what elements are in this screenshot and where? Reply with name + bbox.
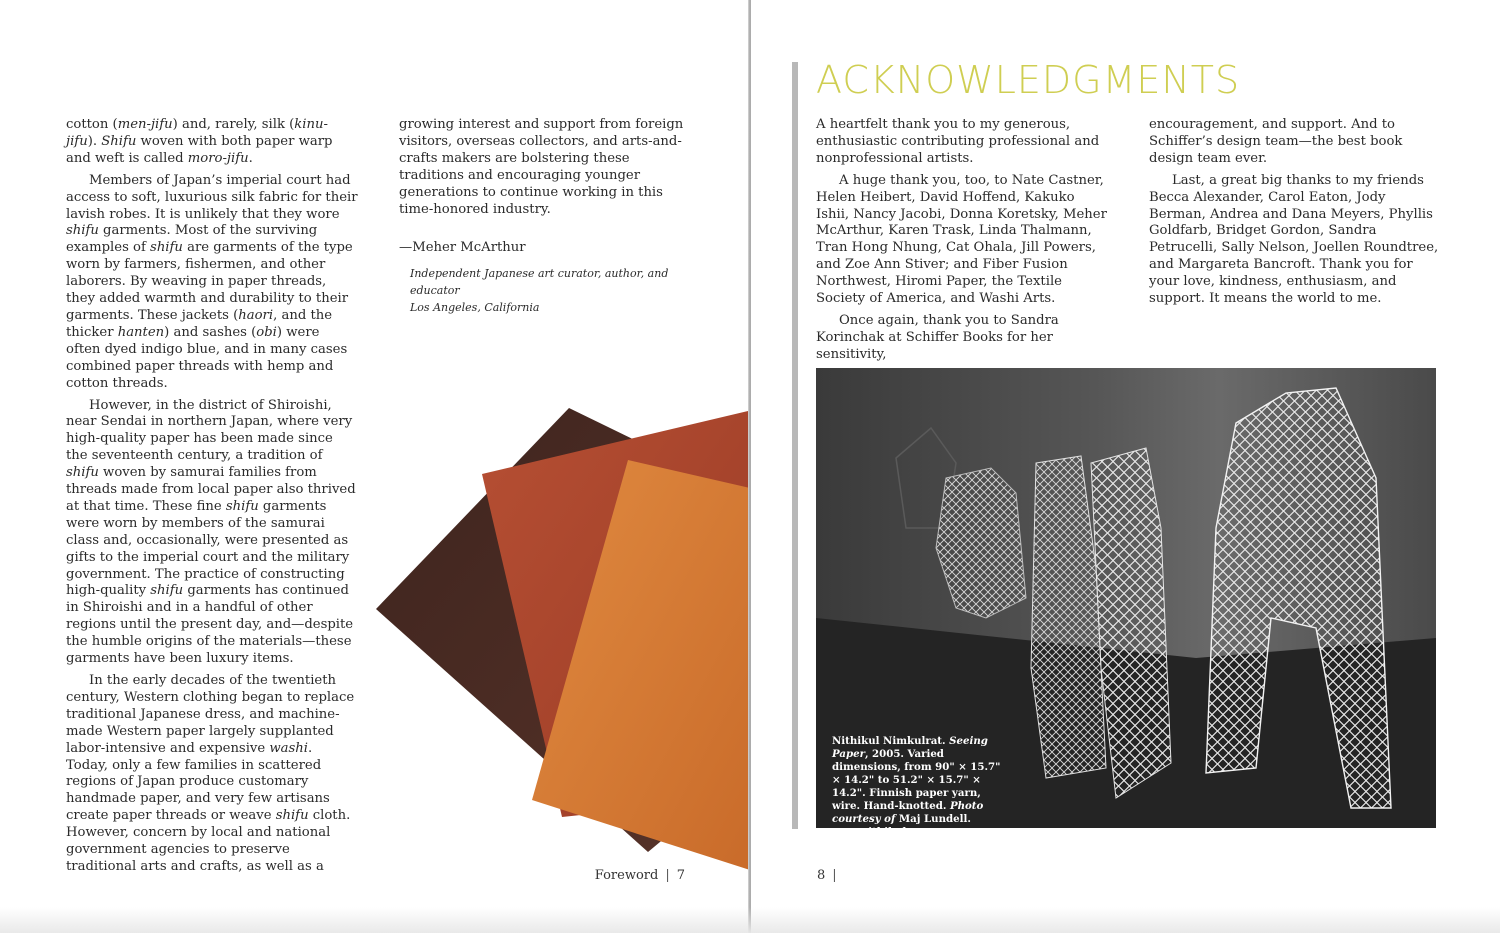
paragraph: Members of Japan’s imperial court had access to soft, luxurious silk fabric for their lavish robes. It is unlikely that they wore shifu garments. Most of the surviving examples of shifu are garments of the type worn by farmers, fishermen, and other laborers. By weaving in paper threads, they added warmth and durability to their garments. These jackets (haori, and the thicker hanten) and sashes (obi) were often dyed indigo blue, and in many cases combined paper threads with hemp and cotton threads. bbox=[66, 172, 358, 391]
photo-caption: Nithikul Nimkulrat. Seeing Paper, 2005. Varied dimensions, from 90" × 15.7" × 14.2" to 51.2" × 15.7" × 14.2". Finnish paper yarn, wire. Hand-knotted. Photo courtesy of Maj Lundell. www.nithikul.com bbox=[832, 735, 1001, 838]
paragraph: cotton (men-jifu) and, rarely, silk (kinu-jifu). Shifu woven with both paper warp and weft is called moro-jifu. bbox=[66, 117, 333, 166]
page-folio-right: 8 | bbox=[817, 868, 837, 883]
left-text-column-2 bbox=[399, 117, 689, 316]
left-text-column-1 bbox=[66, 117, 358, 881]
acknowledgments-heading: ACKNOWLEDGMENTS bbox=[816, 58, 1241, 102]
paragraph: A heartfelt thank you to my generous, enthusiastic contributing professional and nonprofessional artists. bbox=[816, 117, 1100, 166]
paragraph: A huge thank you, too, to Nate Castner, Helen Heibert, David Hoffend, Kakuko Ishii, Nancy Jacobi, Donna Koretsky, Meher McArthur, Karen Trask, Linda Thalmann, Tran Hong Nhung, Cat Ohala, Jill Powers, and Zoe Ann Stiver; and Fiber Fusion Northwest, Hiromi Paper, the Textile Society of America, and Washi Arts. bbox=[816, 172, 1107, 307]
signature-role: Independent Japanese art curator, author, and educator bbox=[410, 267, 669, 298]
right-text-column-1 bbox=[816, 117, 1108, 369]
paragraph: growing interest and support from foreign visitors, overseas collectors, and arts-and-crafts makers are bolstering these traditions and encouraging younger generations to continue working in this time-honored industry. bbox=[399, 117, 684, 217]
right-page bbox=[751, 0, 1500, 933]
right-text-column-2 bbox=[1149, 117, 1441, 313]
signature-place: Los Angeles, California bbox=[410, 301, 540, 315]
washi-paper-sheets-image bbox=[370, 402, 750, 882]
foreword-signature bbox=[399, 240, 689, 316]
page-folio-left: Foreword | 7 bbox=[594, 868, 685, 883]
paragraph: encouragement, and support. And to Schiffer’s design team—the best book design team ever. bbox=[1149, 117, 1403, 166]
paragraph: However, in the district of Shiroishi, near Sendai in northern Japan, where very high-quality paper has been made since the seventeenth century, a tradition of shifu woven by samurai families from threads made from local paper also thrived at that time. These fine shifu garments were worn by members of the samurai class and, occasionally, were presented as gifts to the imperial court and the military government. The practice of constructing high-quality shifu garments has continued in Shiroishi and in a handful of other regions until the present day, and—despite the humble origins of the materials—these garments have been luxury items. bbox=[66, 397, 356, 667]
signature-name: —Meher McArthur bbox=[399, 240, 526, 256]
accent-bar bbox=[792, 62, 798, 829]
paragraph: Once again, thank you to Sandra Korinchak at Schiffer Books for her sensitivity, bbox=[816, 312, 1059, 362]
paragraph: In the early decades of the twentieth century, Western clothing began to replace traditional Japanese dress, and machine-made Western paper largely supplanted labor-intensive and expensive washi. Today, only a few families in scattered regions of Japan produce customary handmade paper, and very few artisans create paper threads or weave shifu cloth. However, concern by local and national government agencies to preserve traditional arts and crafts, as well as a bbox=[66, 673, 355, 874]
paragraph: Last, a great big thanks to my friends Becca Alexander, Carol Eaton, Jody Berman, Andrea and Dana Meyers, Phyllis Goldfarb, Bridget Gordon, Sandra Petrucelli, Sally Nelson, Joellen Roundtree, and Margareta Bancroft. Thank you for your love, kindness, enthusiasm, and support. It means the world to me. bbox=[1149, 172, 1439, 307]
paper-yarn-sculpture-photo bbox=[816, 368, 1436, 838]
